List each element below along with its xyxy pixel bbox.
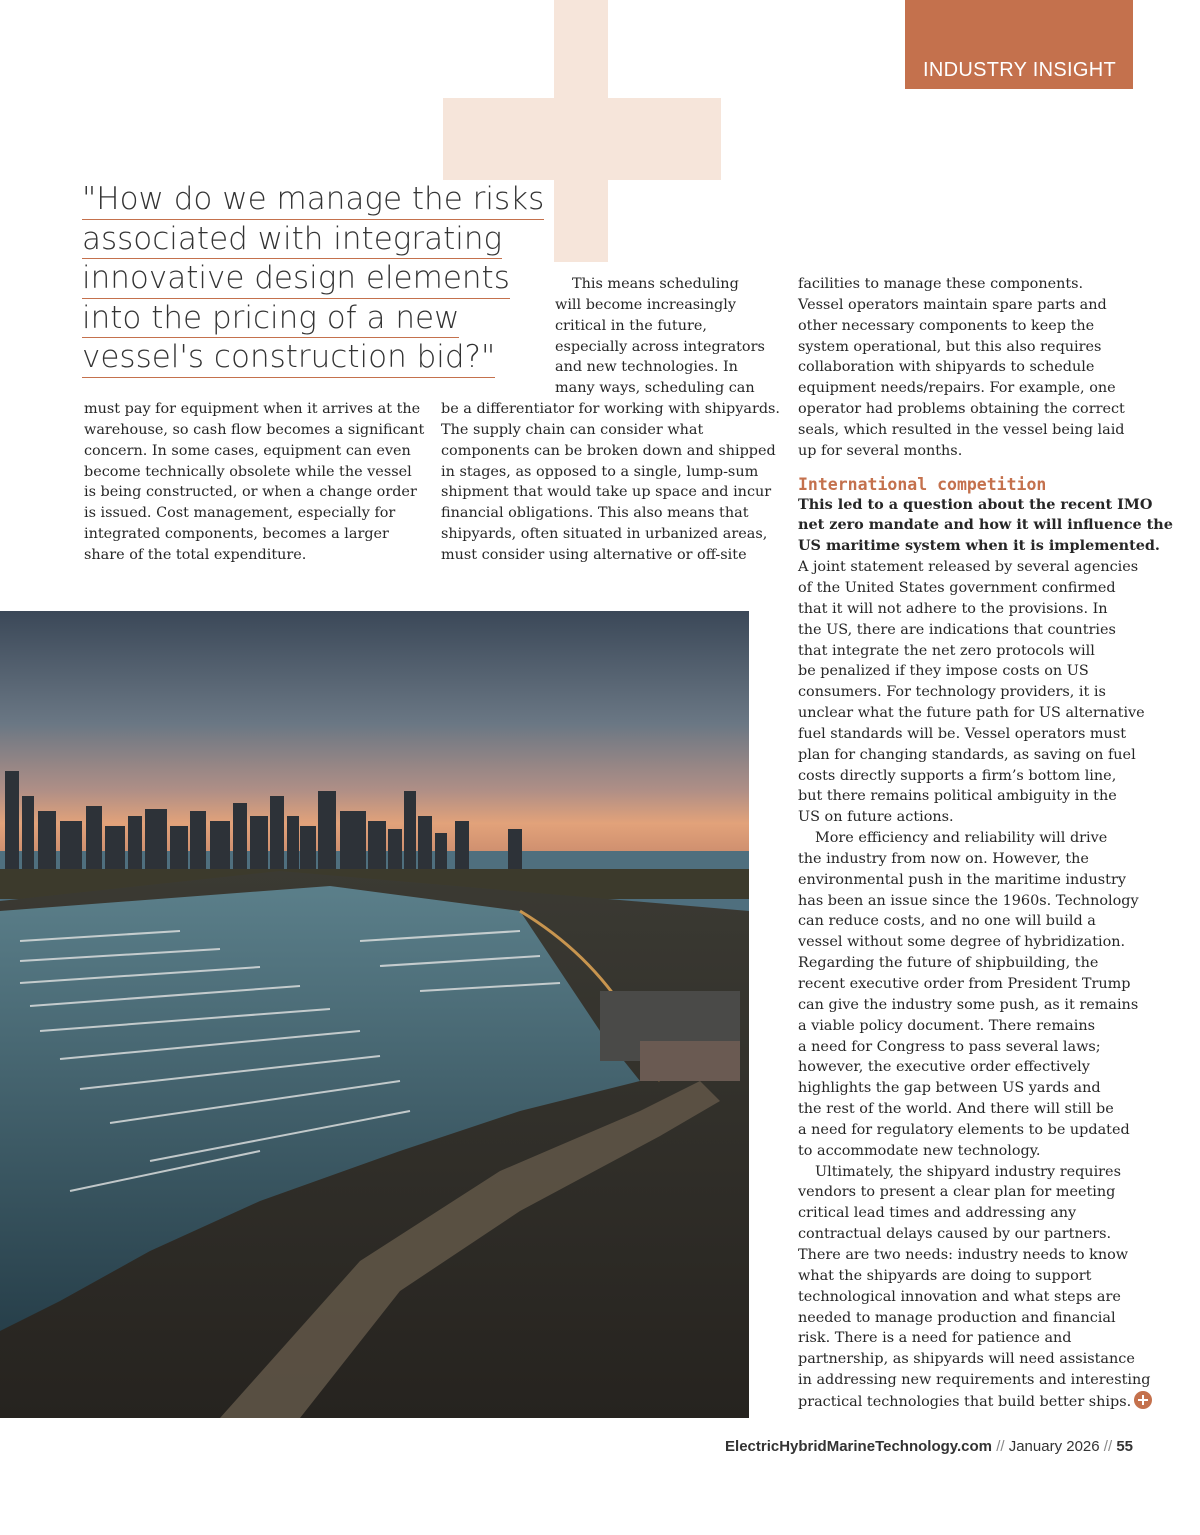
text-line: in stages, as opposed to a single, lump-sum xyxy=(441,463,759,480)
text-line: that integrate the net zero protocols will xyxy=(798,642,1095,659)
column-middle-bottom xyxy=(441,399,781,566)
text-line: fuel standards will be. Vessel operators must xyxy=(798,725,1126,742)
text-line: seals, which resulted in the vessel being laid xyxy=(798,421,1125,438)
paragraph xyxy=(798,274,1143,462)
text-line: consumers. For technology providers, it is xyxy=(798,684,1106,701)
column-right xyxy=(798,274,1173,1413)
pull-quote-line: into the pricing of a new xyxy=(82,299,459,339)
text-line: components can be broken down and shipped xyxy=(441,442,776,459)
paragraph xyxy=(555,274,775,399)
text-line: A joint statement released by several agencies xyxy=(798,559,1139,576)
text-line: US on future actions. xyxy=(798,809,954,826)
text-line: in addressing new requirements and interesting xyxy=(798,1372,1151,1389)
paragraph xyxy=(84,399,424,566)
text-line: Ultimately, the shipyard industry requires xyxy=(815,1163,1121,1180)
text-line: risk. There is a need for patience and xyxy=(798,1330,1072,1347)
text-line: what the shipyards are doing to support xyxy=(798,1267,1092,1284)
text-line: but there remains political ambiguity in the xyxy=(798,788,1117,805)
column-left xyxy=(84,399,424,566)
text-line: operator had problems obtaining the correct xyxy=(798,401,1125,418)
text-line: the US, there are indications that countries xyxy=(798,621,1116,638)
text-line: however, the executive order effectively xyxy=(798,1059,1090,1076)
page-footer xyxy=(725,1438,1133,1455)
text-line: a need for Congress to pass several laws; xyxy=(798,1038,1101,1055)
page-number: 55 xyxy=(1116,1438,1133,1455)
text-line: This means scheduling xyxy=(572,276,739,292)
text-line: share of the total expenditure. xyxy=(84,546,307,563)
text-line: a need for regulatory elements to be updated xyxy=(798,1121,1130,1138)
section-tab xyxy=(905,0,1133,89)
text-line: equipment needs/repairs. For example, one xyxy=(798,380,1116,397)
paragraph xyxy=(798,557,1143,828)
text-line: that it will not adhere to the provisions. In xyxy=(798,600,1108,617)
paragraph xyxy=(441,399,781,566)
footer-separator: // xyxy=(1103,1438,1113,1455)
text-line: and new technologies. In xyxy=(555,359,738,376)
text-line: up for several months. xyxy=(798,442,963,459)
text-line: can give the industry some push, as it remains xyxy=(798,996,1139,1013)
text-line: can reduce costs, and no one will build a xyxy=(798,913,1096,930)
lead-paragraph xyxy=(798,495,1173,558)
decorative-plus-horizontal xyxy=(443,98,721,180)
text-line: recent executive order from President Trump xyxy=(798,976,1131,992)
text-line: Vessel operators maintain spare parts and xyxy=(798,296,1107,313)
text-line: be a differentiator for working with shipyards. xyxy=(441,401,780,417)
text-line: needed to manage production and financial xyxy=(798,1309,1116,1326)
text-line: US maritime system when it is implemented. xyxy=(798,537,1160,555)
text-line: critical lead times and addressing any xyxy=(798,1205,1077,1222)
section-label: INDUSTRY INSIGHT xyxy=(923,59,1116,81)
text-line: vendors to present a clear plan for meeting xyxy=(798,1184,1116,1201)
text-line: has been an issue since the 1960s. Technology xyxy=(798,892,1139,909)
text-line: to accommodate new technology. xyxy=(798,1142,1041,1159)
text-line: shipment that would take up space and incur xyxy=(441,484,772,501)
text-line: is issued. Cost management, especially for xyxy=(84,505,396,522)
text-line: plan for changing standards, as saving on fuel xyxy=(798,746,1136,763)
text-line: concern. In some cases, equipment can even xyxy=(84,442,411,459)
last-text-line xyxy=(798,1391,1143,1413)
text-line: partnership, as shipyards will need assistance xyxy=(798,1351,1135,1368)
text-line: other necessary components to keep the xyxy=(798,317,1095,334)
text-line: become technically obsolete while the vessel xyxy=(84,463,412,480)
paragraph xyxy=(798,828,1143,1162)
section-subhead: International competition xyxy=(798,474,1047,494)
footer-site: ElectricHybridMarineTechnology.com xyxy=(725,1438,993,1455)
text-line: facilities to manage these components. xyxy=(798,276,1084,292)
text-line: shipyards, often situated in urbanized areas, xyxy=(441,526,768,543)
pull-quote-line: associated with integrating xyxy=(82,220,502,260)
text-line: contractual delays caused by our partners. xyxy=(798,1226,1112,1243)
text-line: many ways, scheduling can xyxy=(555,380,755,397)
paragraph xyxy=(798,1162,1151,1413)
text-line: vessel without some degree of hybridization. xyxy=(798,934,1126,951)
text-line: integrated components, becomes a larger xyxy=(84,526,389,543)
text-line: the industry from now on. However, the xyxy=(798,850,1089,867)
pull-quote xyxy=(82,180,562,378)
text-line: The supply chain can consider what xyxy=(441,421,704,438)
text-line: a viable policy document. There remains xyxy=(798,1017,1096,1034)
pull-quote-line: vessel's construction bid?" xyxy=(82,338,495,378)
text-line: environmental push in the maritime industry xyxy=(798,871,1126,888)
pull-quote-line: "How do we manage the risks xyxy=(82,180,544,220)
text-line: must consider using alternative or off-site xyxy=(441,546,747,563)
text-line: costs directly supports a firm’s bottom line, xyxy=(798,767,1117,784)
text-line: Regarding the future of shipbuilding, the xyxy=(798,955,1099,972)
text-line: must pay for equipment when it arrives at the xyxy=(84,401,421,417)
text-line: unclear what the future path for US alternative xyxy=(798,705,1145,722)
text-line: This led to a question about the recent IMO xyxy=(798,495,1153,513)
text-line: net zero mandate and how it will influence the xyxy=(798,516,1173,534)
plus-circle-icon xyxy=(1134,1391,1152,1409)
text-line: will become increasingly xyxy=(555,296,736,313)
footer-separator: // xyxy=(996,1438,1005,1455)
text-line: especially across integrators xyxy=(555,338,765,355)
text-line: collaboration with shipyards to schedule xyxy=(798,359,1095,376)
text-line: system operational, but this also requires xyxy=(798,338,1102,355)
pull-quote-line: innovative design elements xyxy=(82,259,510,299)
footer-date: January 2026 xyxy=(1008,1438,1100,1455)
text-line: be penalized if they impose costs on US xyxy=(798,663,1089,680)
text-line: the rest of the world. And there will still be xyxy=(798,1101,1114,1118)
text-line: practical technologies that build better ships. xyxy=(798,1393,1132,1410)
text-line: More efficiency and reliability will drive xyxy=(815,830,1108,847)
text-line: of the United States government confirmed xyxy=(798,579,1116,596)
text-line: critical in the future, xyxy=(555,317,707,334)
text-line: technological innovation and what steps are xyxy=(798,1288,1121,1305)
column-middle-top xyxy=(555,274,775,399)
text-line: warehouse, so cash flow becomes a significant xyxy=(84,421,425,438)
text-line: There are two needs: industry needs to know xyxy=(798,1246,1129,1263)
city-marina-photo xyxy=(0,611,749,1418)
text-line: is being constructed, or when a change order xyxy=(84,484,417,501)
text-line: financial obligations. This also means that xyxy=(441,505,749,522)
text-line: highlights the gap between US yards and xyxy=(798,1080,1101,1097)
